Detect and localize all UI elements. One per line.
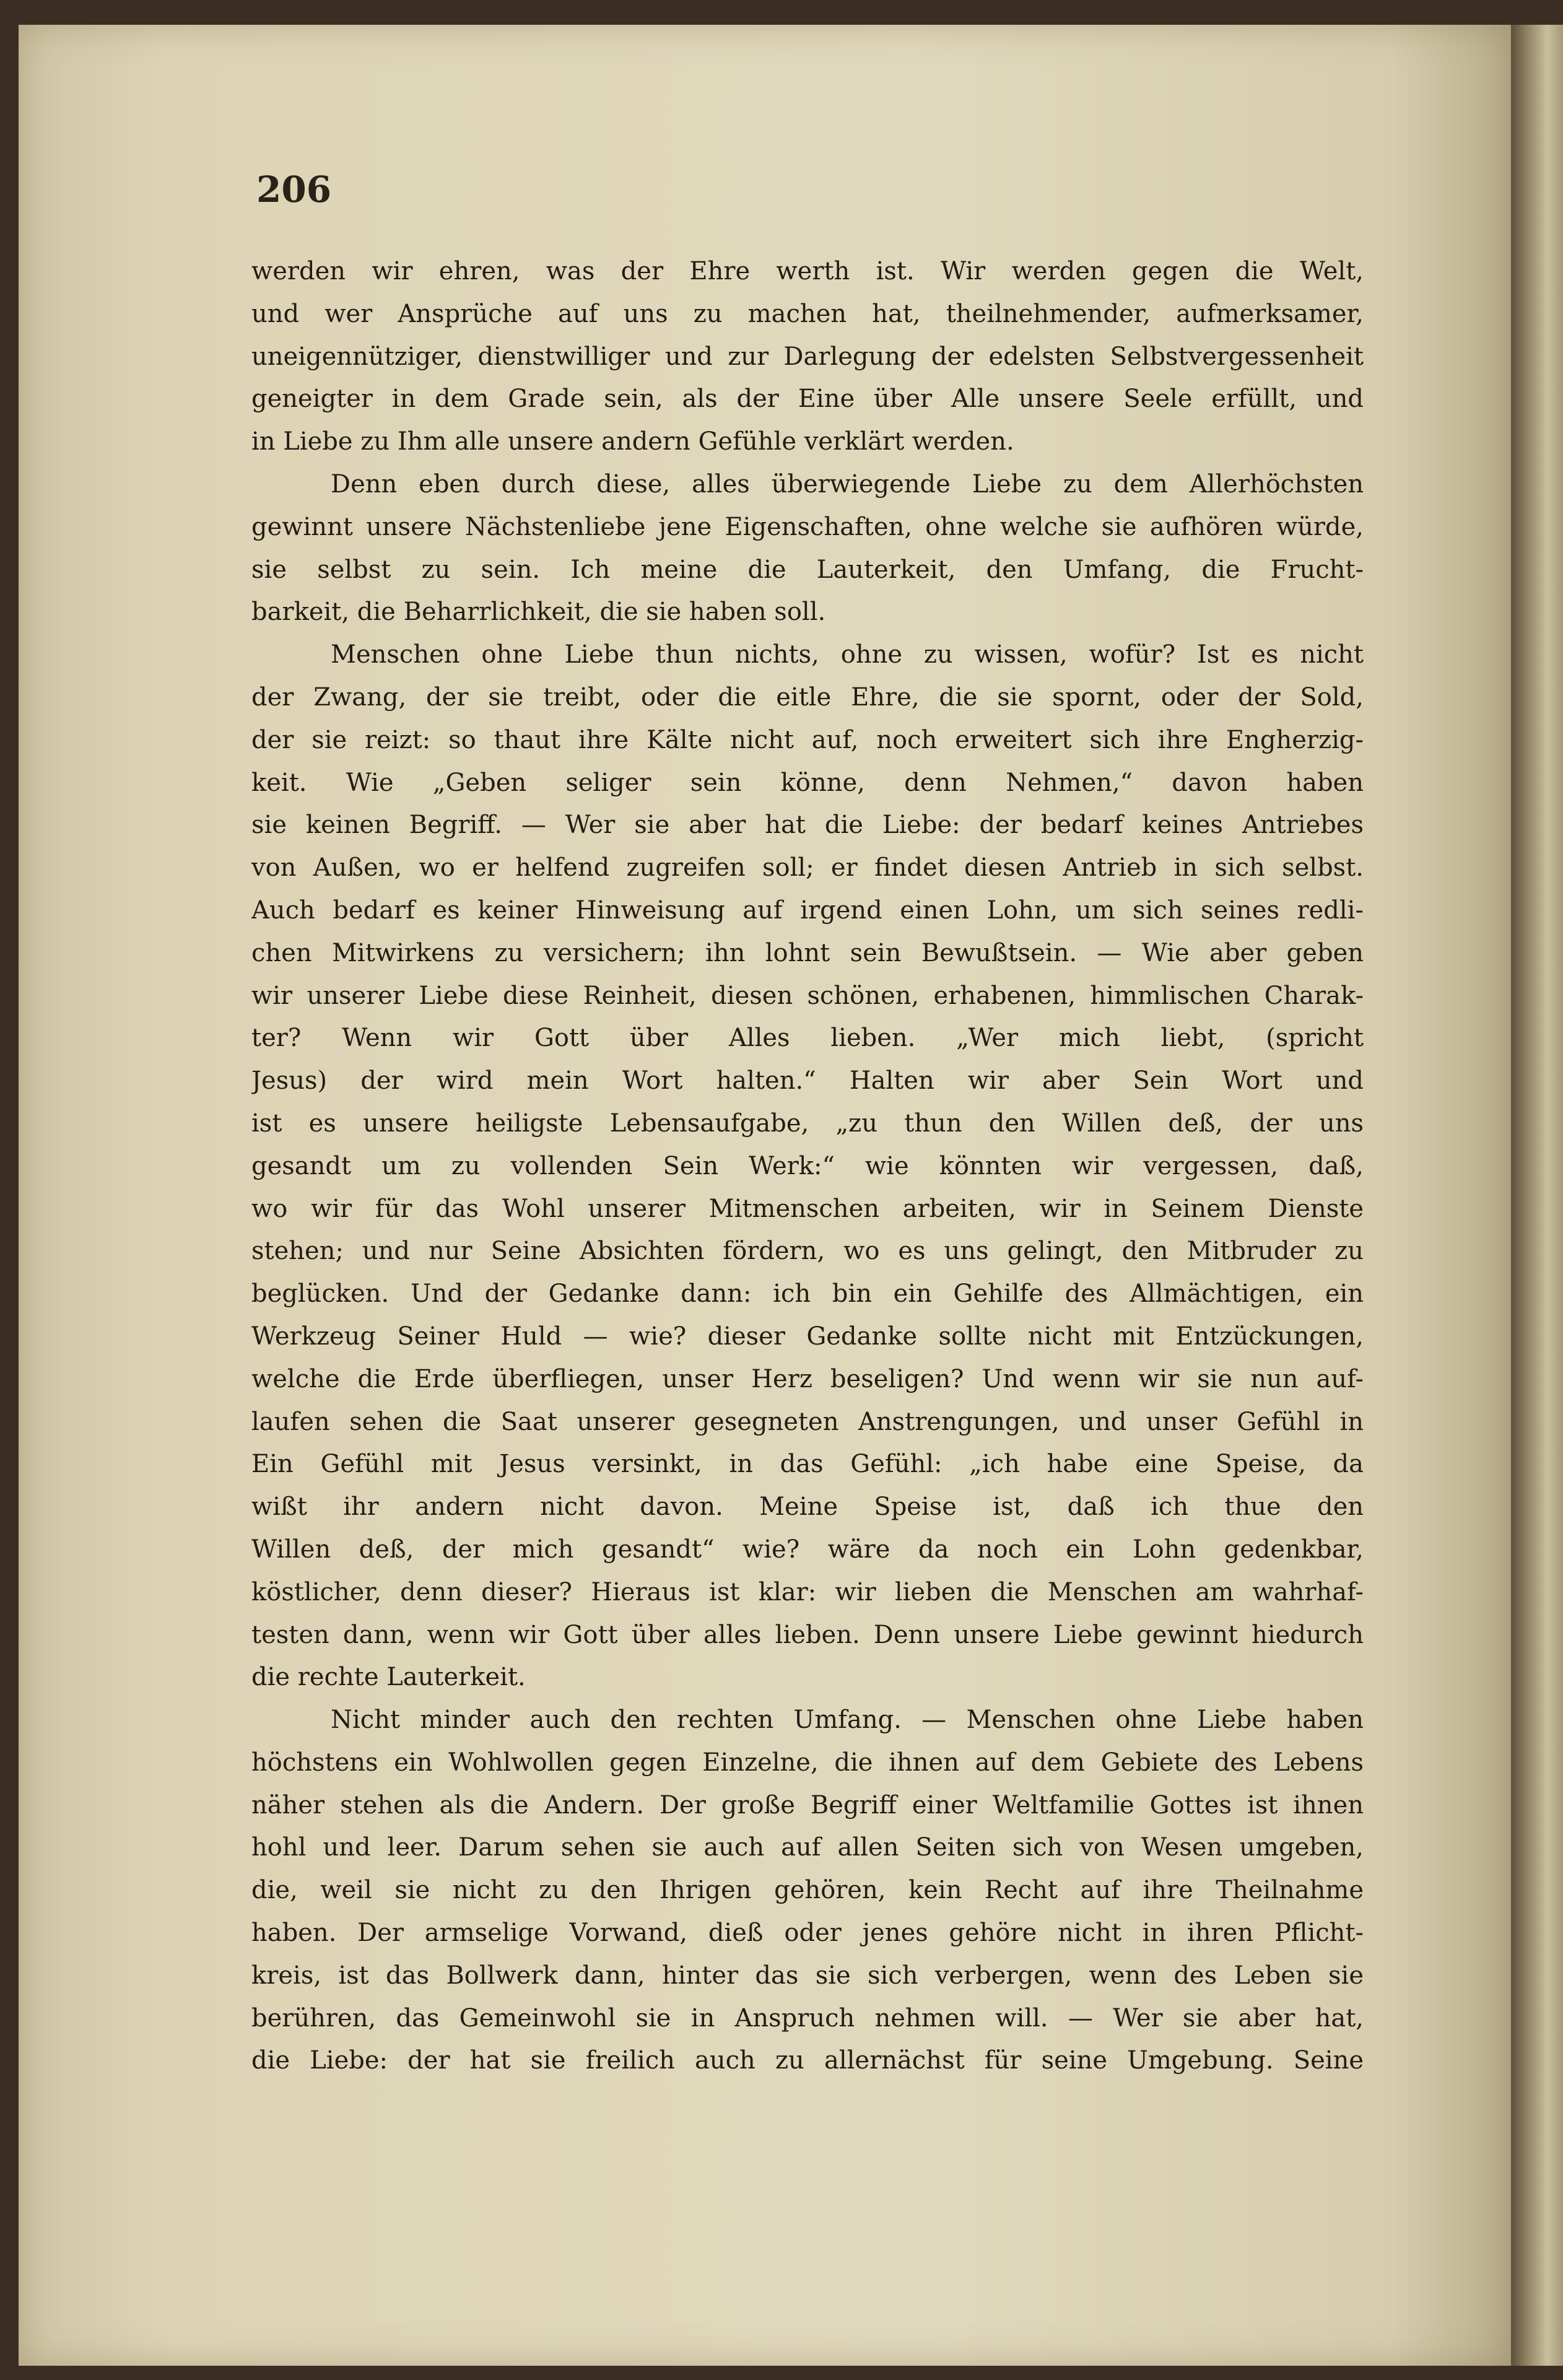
- text-line: geneigter in dem Grade sein, als der Eine über Alle unsere Seele erfüllt, und: [251, 385, 1364, 414]
- text-line: höchstens ein Wohlwollen gegen Einzelne, die ihnen auf dem Gebiete des Lebens: [251, 1748, 1364, 1777]
- text-line: barkeit, die Beharrlichkeit, die sie haben soll.: [251, 598, 826, 627]
- text-line: testen dann, wenn wir Gott über alles lieben. Denn unsere Liebe gewinnt hiedurch: [251, 1620, 1364, 1649]
- text-line: Nicht minder auch den rechten Umfang. — Menschen ohne Liebe haben: [331, 1706, 1364, 1735]
- body-text: [251, 250, 1364, 2082]
- text-line: sie keinen Begriff. — Wer sie aber hat die Liebe: der bedarf keines Antriebes: [251, 811, 1364, 840]
- text-line: Auch bedarf es keiner Hinweisung auf irgend einen Lohn, um sich seines redli-: [251, 896, 1364, 925]
- text-line: welche die Erde überfliegen, unser Herz beseligen? Und wenn wir sie nun auf-: [251, 1364, 1364, 1393]
- text-line: der sie reizt: so thaut ihre Kälte nicht auf, noch erweitert sich ihre Engherzig-: [251, 725, 1364, 754]
- text-line: hohl und leer. Darum sehen sie auch auf allen Seiten sich von Wesen umgeben,: [251, 1833, 1364, 1862]
- text-line: die Liebe: der hat sie freilich auch zu allernächst für seine Umgebung. Seine: [251, 2046, 1364, 2075]
- text-line: sie selbst zu sein. Ich meine die Lauterkeit, den Umfang, die Frucht-: [251, 555, 1364, 584]
- text-line: Jesus) der wird mein Wort halten.“ Halten wir aber Sein Wort und: [251, 1066, 1364, 1096]
- text-line: der Zwang, der sie treibt, oder die eitle Ehre, die sie spornt, oder der Sold,: [251, 682, 1364, 712]
- text-line: keit. Wie „Geben seliger sein könne, denn Nehmen,“ davon haben: [251, 768, 1364, 797]
- text-line: ist es unsere heiligste Lebensaufgabe, „zu thun den Willen deß, der uns: [251, 1109, 1364, 1138]
- text-line: wir unserer Liebe diese Reinheit, diesen schönen, erhabenen, himmlischen Charak-: [251, 981, 1364, 1010]
- text-line: uneigennütziger, dienstwilliger und zur Darlegung der edelsten Selbstvergessenheit: [251, 342, 1364, 371]
- page-fold: [1511, 25, 1563, 2366]
- text-line: gewinnt unsere Nächstenliebe jene Eigenschaften, ohne welche sie aufhören würde,: [251, 512, 1364, 541]
- text-line: stehen; und nur Seine Absichten fördern, wo es uns gelingt, den Mitbruder zu: [251, 1237, 1364, 1266]
- page-number: 206: [256, 168, 332, 211]
- text-line: werden wir ehren, was der Ehre werth ist. Wir werden gegen die Welt,: [251, 257, 1364, 286]
- text-line: köstlicher, denn dieser? Hieraus ist klar: wir lieben die Menschen am wahrhaf-: [251, 1577, 1364, 1606]
- text-line: laufen sehen die Saat unserer gesegneten Anstrengungen, und unser Gefühl in: [251, 1407, 1364, 1436]
- text-line: Denn eben durch diese, alles überwiegende Liebe zu dem Allerhöchsten: [331, 469, 1364, 499]
- text-line: Menschen ohne Liebe thun nichts, ohne zu wissen, wofür? Ist es nicht: [331, 640, 1364, 669]
- text-line: beglücken. Und der Gedanke dann: ich bin ein Gehilfe des Allmächtigen, ein: [251, 1279, 1364, 1309]
- text-line: die rechte Lauterkeit.: [251, 1663, 526, 1692]
- text-line: ter? Wenn wir Gott über Alles lieben. „Wer mich liebt, (spricht: [251, 1024, 1364, 1053]
- text-line: und wer Ansprüche auf uns zu machen hat, theilnehmender, aufmerksamer,: [251, 299, 1364, 328]
- text-line: berühren, das Gemeinwohl sie in Anspruch nehmen will. — Wer sie aber hat,: [251, 2003, 1364, 2033]
- text-line: Werkzeug Seiner Huld — wie? dieser Gedanke sollte nicht mit Entzückungen,: [251, 1322, 1364, 1351]
- text-line: Willen deß, der mich gesandt“ wie? wäre da noch ein Lohn gedenkbar,: [251, 1535, 1364, 1564]
- text-line: haben. Der armselige Vorwand, dieß oder jenes gehöre nicht in ihren Pflicht-: [251, 1919, 1364, 1948]
- text-line: kreis, ist das Bollwerk dann, hinter das sie sich verbergen, wenn des Leben sie: [251, 1961, 1364, 1990]
- text-line: Ein Gefühl mit Jesus versinkt, in das Gefühl: „ich habe eine Speise, da: [251, 1450, 1364, 1479]
- text-line: näher stehen als die Andern. Der große Begriff einer Weltfamilie Gottes ist ihnen: [251, 1790, 1364, 1820]
- text-line: chen Mitwirkens zu versichern; ihn lohnt sein Bewußtsein. — Wie aber geben: [251, 938, 1364, 967]
- text-line: wißt ihr andern nicht davon. Meine Speise ist, daß ich thue den: [251, 1493, 1364, 1522]
- text-line: gesandt um zu vollenden Sein Werk:“ wie könnten wir vergessen, daß,: [251, 1151, 1364, 1180]
- text-line: von Außen, wo er helfend zugreifen soll; er findet diesen Antrieb in sich selbst.: [251, 853, 1364, 883]
- text-line: wo wir für das Wohl unserer Mitmenschen arbeiten, wir in Seinem Dienste: [251, 1194, 1364, 1223]
- text-line: in Liebe zu Ihm alle unsere andern Gefühle verklärt werden.: [251, 427, 1014, 456]
- text-line: die, weil sie nicht zu den Ihrigen gehören, kein Recht auf ihre Theilnahme: [251, 1876, 1364, 1905]
